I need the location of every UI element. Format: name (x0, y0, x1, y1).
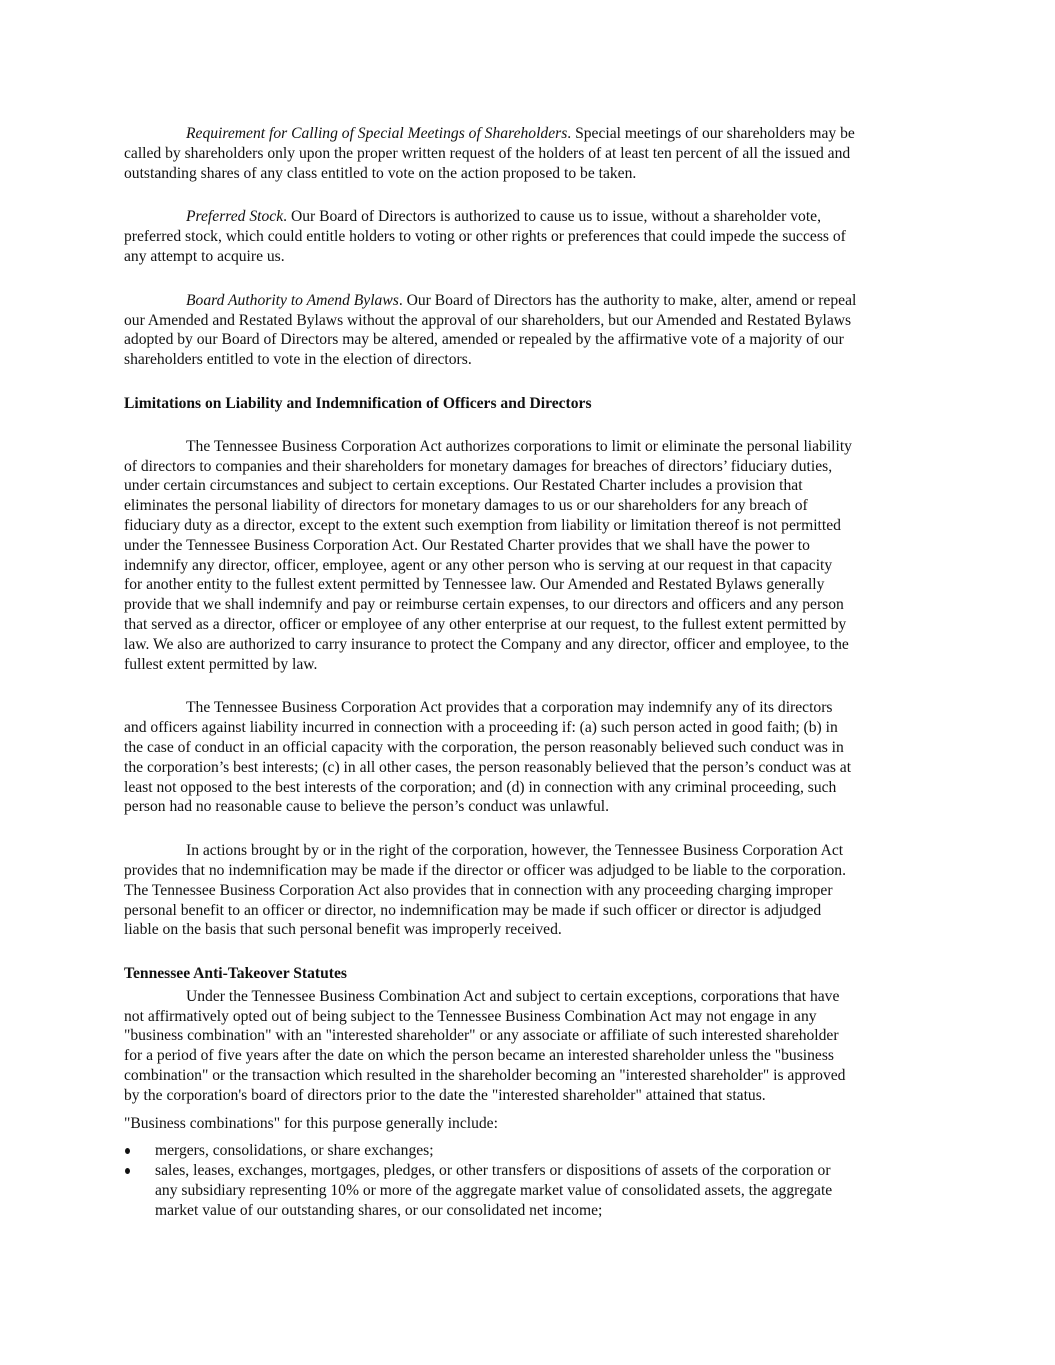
list-item: sales, leases, exchanges, mortgages, pledges, or other transfers or dispositions of assets of the corporation or any subsidiary representing 10% or more of the aggregate market value of consolidated assets, the aggregate market value of our outstanding shares, or our consolidated net income; (124, 1161, 936, 1220)
paragraph-corporation-actions: In actions brought by or in the right of the corporation, however, the Tennessee Business Corporation Act provides that no indemnification may be made if the director or officer was adjudged to be liable to the corporation. The Tennessee Business Corporation Act also provides that in connection with any proceeding charging improper personal benefit to an officer or director, no indemnification may be made if such officer or director is adjudged liable on the basis that such personal benefit was improperly received. (124, 842, 846, 939)
paragraph-liability-limitation: The Tennessee Business Corporation Act authorizes corporations to limit or eliminate the personal liability of directors to companies and their shareholders for monetary damages for breaches of directors’ fiduciary duties, under certain circumstances and subject to certain exceptions. Our Restated Charter includes a provision that eliminates the personal liability of directors for monetary damages to us or our shareholders for any breach of fiduciary duty as a director, except to the extent such exemption from liability or limitation thereof is not permitted under the Tennessee Business Corporation Act. Our Restated Charter provides that we shall have the power to indemnify any director, officer, employee, agent or any other person who is serving at our request in that capacity for another entity to the fullest extent permitted by Tennessee law. Our Amended and Restated Bylaws generally provide that we shall indemnify and pay or reimburse certain expenses, to our directors and officers and any person that served as a director, officer or employee of any other enterprise at our request, to the fullest extent permitted by law. We also are authorized to carry insurance to protect the Company and any director, officer and employee, to the fullest extent permitted by law. (124, 437, 852, 673)
paragraph-indemnification-conditions: The Tennessee Business Corporation Act provides that a corporation may indemnify any of its directors and officers against liability incurred in connection with a proceeding if: (a) such person acted in good faith; (b) in the case of conduct in an official capacity with the corporation, the person reasonably believed such conduct was in the corporation’s best interests; (c) in all other cases, the person reasonably believed that the person’s conduct was at least not opposed to the best interests of the corporation; and (d) in connection with any criminal proceeding, such person had no reasonable cause to believe the person’s conduct was unlawful. (124, 699, 852, 816)
paragraph-lead-title: Board Authority to Amend Bylaws (186, 291, 399, 309)
paragraph-lead-title: Requirement for Calling of Special Meetings of Shareholders (186, 125, 568, 142)
paragraph-lead-title: Preferred Stock (186, 208, 284, 226)
paragraph-board-authority: Board Authority to Amend Bylaws. Our Board of Directors has the authority to make, alter, amend or repeal our Amended and Restated Bylaws without the approval of our shareholders, but our Amended and Restated Bylaws adopted by our Board of Directors may be altered, amended or repealed by the affirmative vote of a majority of our shareholders entitled to vote in the election of directors. (124, 291, 857, 369)
bullet-list (124, 1141, 936, 1220)
document-page (124, 124, 936, 1221)
paragraph-preferred-stock: Preferred Stock. Our Board of Directors is authorized to cause us to issue, without a shareholder vote, preferred stock, which could entitle holders to voting or other rights or preferences that could impede the success of any attempt to acquire us. (124, 208, 846, 265)
section-heading-limitations: Limitations on Liability and Indemnification of Officers and Directors (124, 394, 592, 412)
bullet-icon (124, 1141, 136, 1161)
paragraph-business-combinations-intro: "Business combinations" for this purpose generally include: (124, 1114, 498, 1132)
bullet-icon (124, 1161, 136, 1181)
paragraph-special-meetings: Requirement for Calling of Special Meetings of Shareholders. Special meetings of our shareholders may be called by shareholders only upon the proper written request of the holders of at least ten percent of all the issued and outstanding shares of any class entitled to vote on the action proposed to be taken. (124, 125, 855, 182)
section-heading-anti-takeover: Tennessee Anti-Takeover Statutes (124, 965, 347, 983)
list-item: mergers, consolidations, or share exchanges; (124, 1141, 936, 1161)
paragraph-business-combination-act: Under the Tennessee Business Combination Act and subject to certain exceptions, corporations that have not affirmatively opted out of being subject to the Tennessee Business Combination Act may not engage in any "business combination" with an "interested shareholder" or any associate or affiliate of such interested shareholder for a period of five years after the date on which the person became an interested shareholder unless the "business combination" or the transaction which resulted in the shareholder becoming an "interested shareholder" is approved by the corporation's board of directors prior to the date the "interested shareholder" attained that status. (124, 987, 846, 1104)
